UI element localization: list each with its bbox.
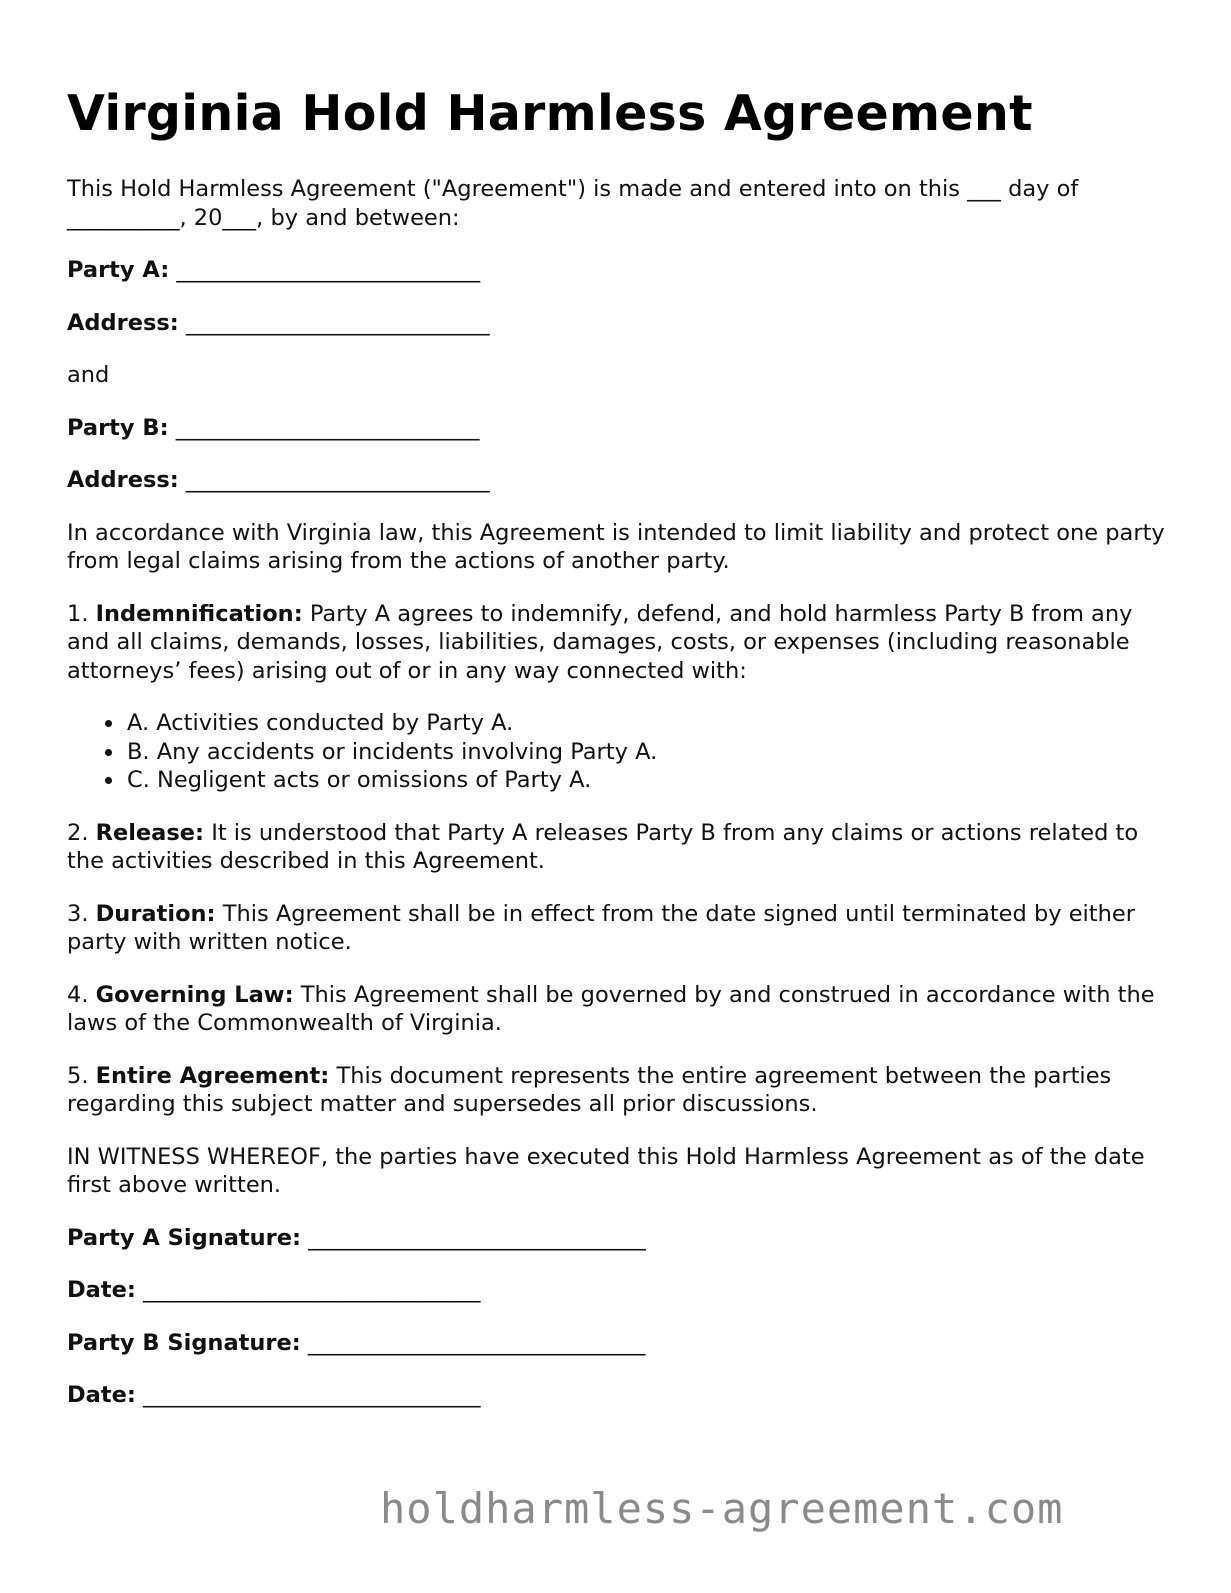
section-heading: Entire Agreement: (95, 1062, 330, 1089)
section-heading: Release: (95, 819, 205, 846)
party-a-field (67, 256, 1167, 285)
section-duration (67, 900, 1167, 957)
section-text: This Agreement shall be in effect from the date signed until terminated by either party with written notice. (67, 900, 1135, 955)
party-b-address-field (67, 466, 1167, 495)
party-b-label: Party B: (67, 414, 169, 441)
party-a-address-blank: ___________________________ (185, 309, 490, 336)
party-b-signature-field (67, 1329, 1167, 1358)
list-item: • A. Activities conducted by Party A. (125, 709, 1167, 738)
section-text: This Agreement shall be governed by and construed in accordance with the laws of the Commonwealth of Virginia. (67, 981, 1155, 1036)
section-release (67, 819, 1167, 876)
section-number: 3. (67, 900, 89, 927)
and-text: and (67, 362, 110, 388)
party-b-date-blank: ______________________________ (143, 1382, 481, 1408)
party-a-signature-label: Party A Signature: (67, 1224, 302, 1251)
document-title: Virginia Hold Harmless Agreement (67, 85, 1033, 142)
section-text: Party A agrees to indemnify, defend, and hold harmless Party B from any and all claims, demands, losses, liabilities, damages, costs, or expenses (including reasonable attorneys’ fees) arising out of or in any way connected with: (67, 600, 1133, 684)
party-a-date-label: Date: (67, 1277, 136, 1303)
party-a-date-field (67, 1276, 1167, 1305)
party-a-signature-blank: ______________________________ (308, 1224, 646, 1251)
party-a-address-field (67, 309, 1167, 338)
party-b-address-label: Address: (67, 467, 179, 493)
section-number: 2. (67, 819, 89, 846)
list-item: • B. Any accidents or incidents involving Party A. (125, 738, 1167, 767)
site-watermark: holdharmless-agreement.com (380, 1484, 1064, 1533)
party-b-date-label: Date: (67, 1382, 136, 1408)
indemnification-list (67, 709, 1167, 795)
section-indemnification (67, 600, 1167, 686)
section-heading: Indemnification: (95, 600, 303, 627)
section-text: This document represents the entire agreement between the parties regarding this subject matter and supersedes all prior discussions. (67, 1062, 1112, 1117)
intro-paragraph: This Hold Harmless Agreement ("Agreement") is made and entered into on this ___ day of __________, 20___, by and between: (67, 176, 1079, 231)
list-item: • C. Negligent acts or omissions of Party A. (125, 766, 1167, 795)
party-a-date-blank: ______________________________ (143, 1277, 481, 1303)
witness-paragraph: IN WITNESS WHEREOF, the parties have executed this Hold Harmless Agreement as of the date first above written. (67, 1143, 1145, 1198)
section-number: 5. (67, 1062, 89, 1089)
section-number: 4. (67, 981, 89, 1008)
party-b-blank: ___________________________ (175, 414, 480, 441)
party-b-field (67, 414, 1167, 443)
party-a-blank: ___________________________ (176, 257, 481, 283)
section-governing-law (67, 981, 1167, 1038)
section-heading: Governing Law: (95, 981, 294, 1008)
party-a-label: Party A: (67, 257, 170, 283)
section-number: 1. (67, 600, 89, 627)
document-page (67, 82, 1167, 1410)
party-b-signature-blank: ______________________________ (307, 1329, 646, 1356)
party-b-signature-label: Party B Signature: (67, 1329, 301, 1356)
party-a-signature-field (67, 1224, 1167, 1253)
section-text: It is understood that Party A releases Party B from any claims or actions related to the activities described in this Agreement. (67, 819, 1139, 874)
party-a-address-label: Address: (67, 309, 179, 336)
section-heading: Duration: (95, 900, 216, 927)
section-entire-agreement (67, 1062, 1167, 1119)
party-b-date-field (67, 1381, 1167, 1410)
party-b-address-blank: ___________________________ (185, 467, 490, 493)
purpose-paragraph: In accordance with Virginia law, this Agreement is intended to limit liability and protect one party from legal claims arising from the actions of another party. (67, 519, 1165, 574)
